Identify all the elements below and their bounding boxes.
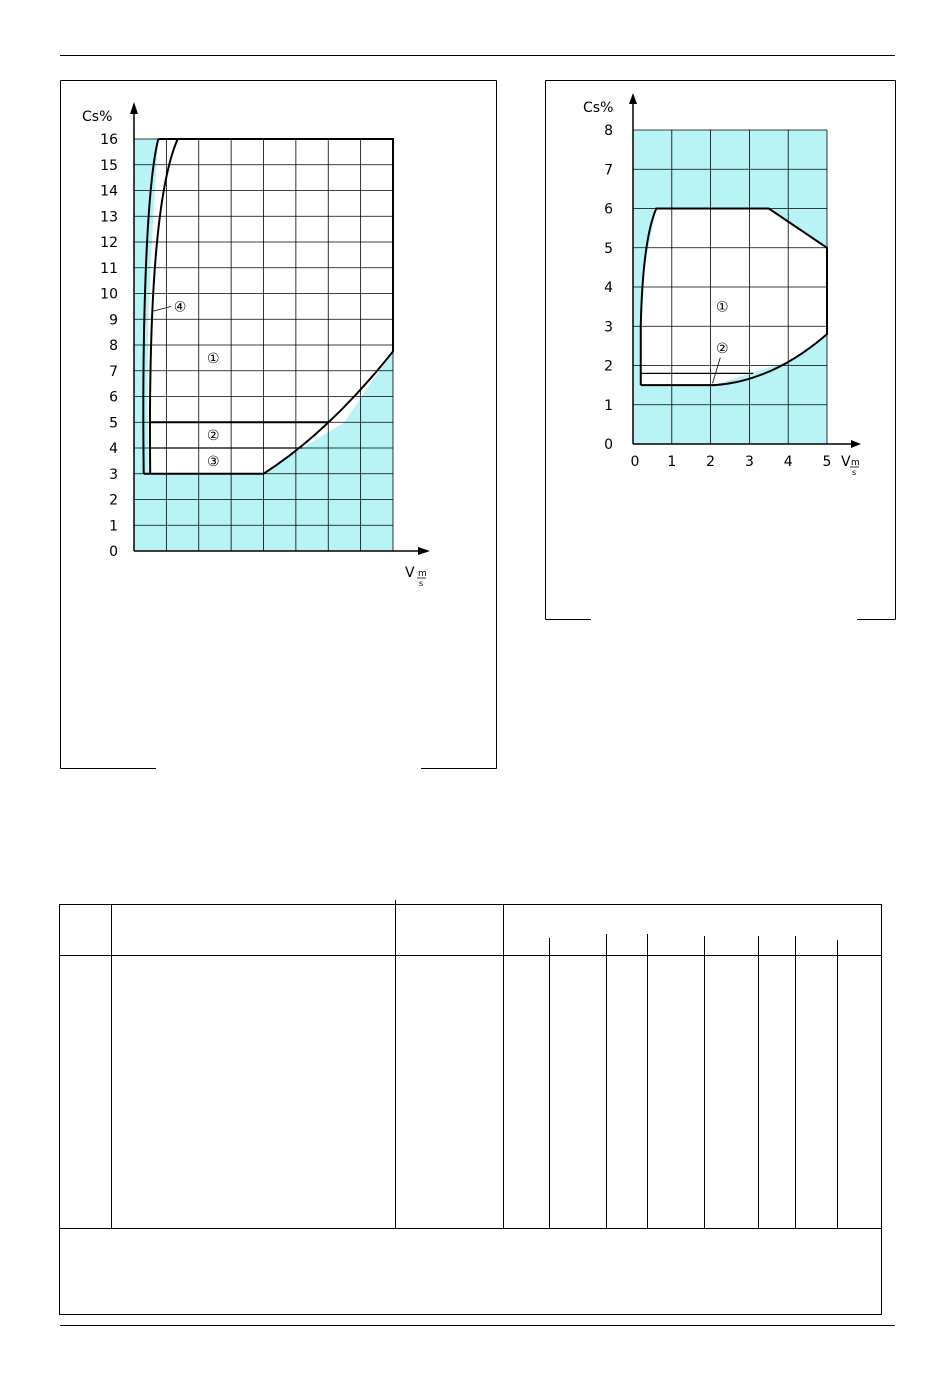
right-y-tick-label: 5 xyxy=(604,240,613,257)
left-y-tick-label: 13 xyxy=(100,209,118,226)
right-region-label: ② xyxy=(715,340,729,357)
right-y-arrow xyxy=(629,93,637,104)
bottom-rule xyxy=(60,1325,895,1326)
left-region-label: ① xyxy=(207,350,220,367)
right-region-label: ① xyxy=(715,299,729,316)
right-x-label-num: m xyxy=(851,458,860,468)
right-x-tick-label: 0 xyxy=(630,454,640,470)
left-y-tick-label: 2 xyxy=(109,492,118,509)
right-y-tick-label: 6 xyxy=(604,201,613,218)
left-y-tick-label: 16 xyxy=(100,132,118,148)
left-y-tick-label: 11 xyxy=(100,260,118,277)
left-y-tick-label: 6 xyxy=(109,389,118,406)
left-y-tick-label: 3 xyxy=(109,466,118,483)
left-y-tick-label: 8 xyxy=(109,338,118,354)
left-y-tick-label: 1 xyxy=(109,518,118,535)
data-table xyxy=(58,900,883,1316)
left-region-label: ④ xyxy=(173,299,187,316)
left-y-tick-label: 14 xyxy=(100,183,118,200)
right-x-tick-label: 5 xyxy=(822,454,832,470)
right-y-tick-label: 7 xyxy=(604,162,613,179)
right-y-tick-label: 3 xyxy=(604,319,613,336)
left-y-tick-label: 7 xyxy=(109,363,118,380)
left-x-label-num: m xyxy=(418,569,427,579)
right-chart-frame xyxy=(545,80,896,620)
left-y-arrow xyxy=(130,102,138,114)
right-y-tick-label: 0 xyxy=(604,437,613,453)
right-x-tick-label: 4 xyxy=(783,454,793,470)
left-x-label-den: s xyxy=(419,579,424,588)
top-rule xyxy=(60,55,895,56)
right-chart xyxy=(545,80,896,620)
left-y-tick-label: 10 xyxy=(100,286,118,303)
left-y-tick-label: 12 xyxy=(100,235,118,251)
left-y-tick-label: 0 xyxy=(109,544,118,560)
right-x-tick-label: 2 xyxy=(706,454,716,470)
right-x-tick-label: 1 xyxy=(667,454,677,470)
table-grid xyxy=(58,900,883,1316)
right-x-arrow xyxy=(851,440,861,448)
right-y-label: Cs% xyxy=(583,100,614,116)
left-region-label: ② xyxy=(207,428,220,445)
right-y-tick-label: 1 xyxy=(604,397,613,414)
right-y-tick-label: 8 xyxy=(604,123,613,139)
right-x-label: V xyxy=(841,454,851,470)
left-region-label: ③ xyxy=(207,453,220,470)
left-y-tick-label: 4 xyxy=(109,441,118,457)
left-chart-frame xyxy=(60,80,497,769)
left-y-tick-label: 9 xyxy=(109,312,118,329)
right-x-label-den: s xyxy=(852,468,857,477)
right-y-tick-label: 2 xyxy=(604,358,613,375)
left-x-arrow xyxy=(418,547,430,555)
left-y-tick-label: 5 xyxy=(109,415,118,432)
left-y-label: Cs% xyxy=(82,109,113,125)
left-x-label: V xyxy=(405,565,415,581)
left-y-tick-label: 15 xyxy=(100,157,118,174)
right-y-tick-label: 4 xyxy=(604,280,613,296)
right-x-tick-label: 3 xyxy=(744,454,754,470)
left-chart xyxy=(60,80,497,769)
